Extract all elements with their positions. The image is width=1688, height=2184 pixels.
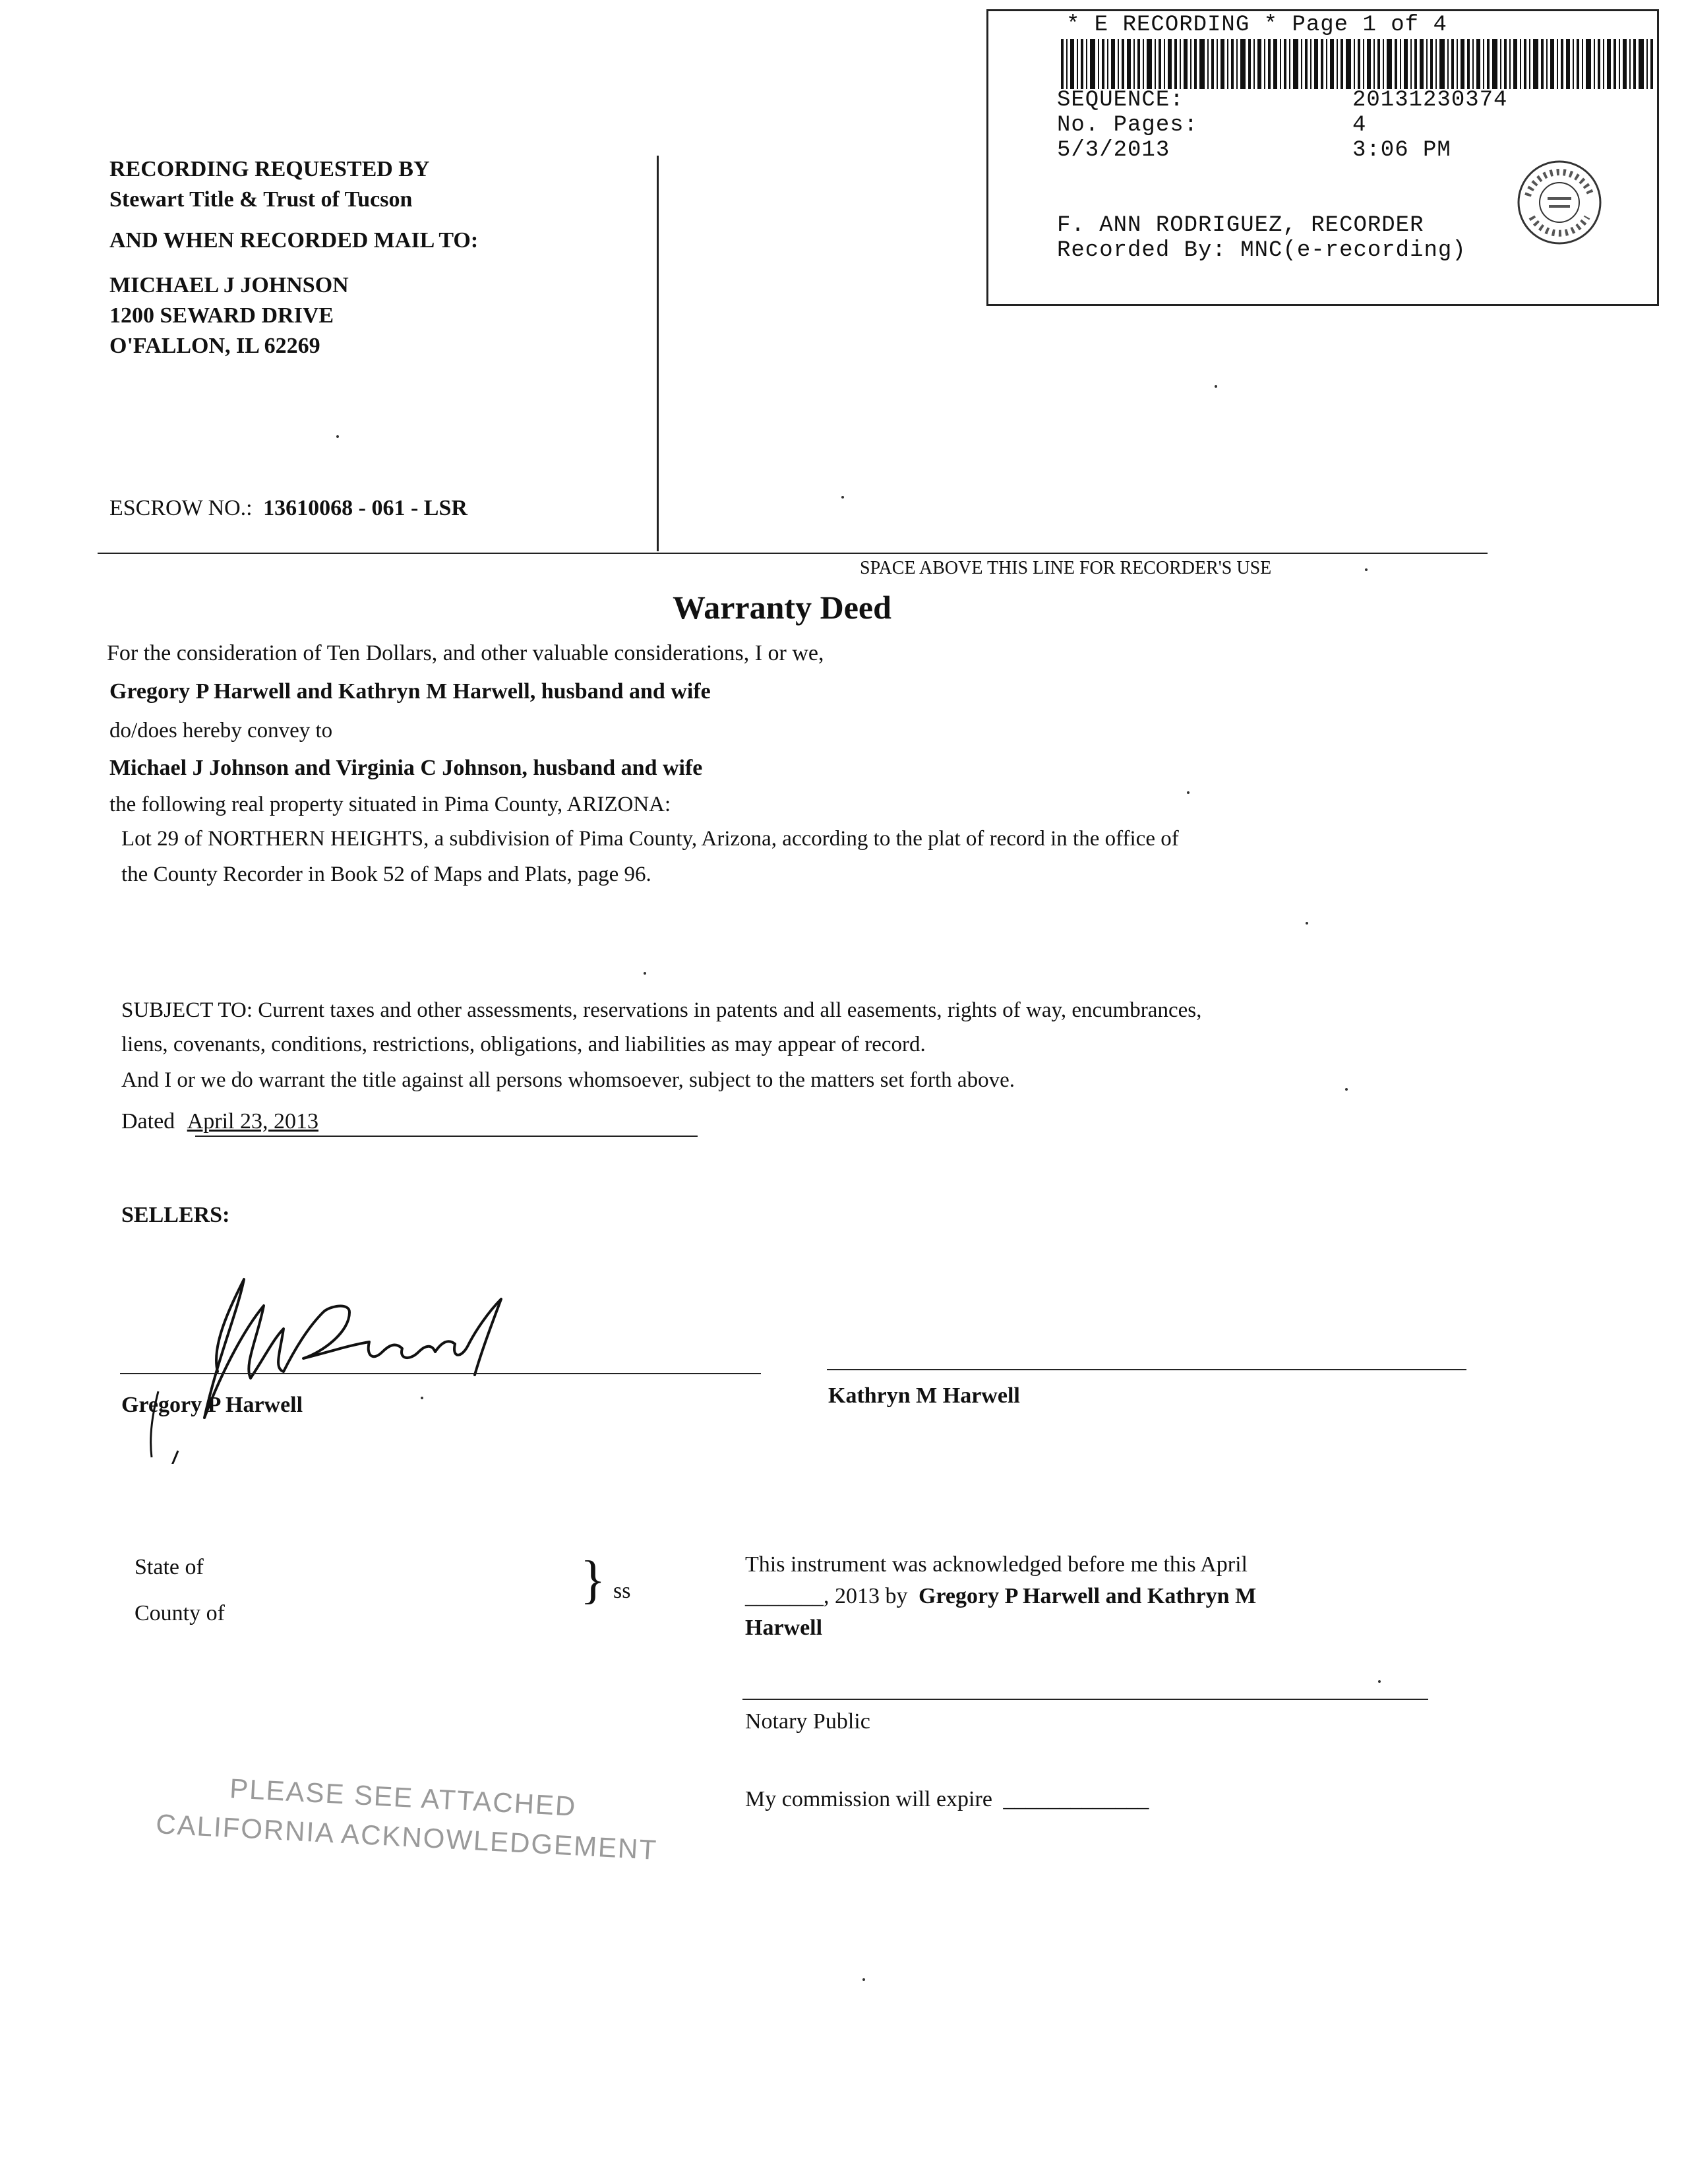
mail-to-city: O'FALLON, IL 62269 <box>109 334 320 358</box>
acknowledgment-line2 <box>745 1584 1256 1609</box>
consideration-text: For the consideration of Ten Dollars, and other valuable considerations, I or we, <box>107 641 824 665</box>
ss-label: ss <box>613 1579 631 1603</box>
warranty-clause: And I or we do warrant the title against all persons whomsoever, subject to the matters set forth above. <box>121 1068 1015 1092</box>
mail-to-name: MICHAEL J JOHNSON <box>109 273 349 297</box>
title-company: Stewart Title & Trust of Tucson <box>109 187 413 212</box>
scan-speck <box>336 435 339 438</box>
seller1-name: Gregory P Harwell <box>121 1393 303 1417</box>
recording-date: 5/3/2013 <box>1057 138 1170 163</box>
seller1-signature-line <box>120 1373 761 1374</box>
scan-speck <box>1306 922 1308 925</box>
acknowledgment-signers: Gregory P Harwell and Kathryn M <box>919 1584 1257 1608</box>
scan-speck <box>862 1978 865 1981</box>
scan-speck <box>421 1397 423 1399</box>
seller2-signature-line <box>827 1369 1466 1370</box>
scan-speck <box>1378 1680 1381 1683</box>
commission-expiry <box>745 1787 1149 1812</box>
deed-title: Warranty Deed <box>673 589 891 626</box>
sequence-value: 20131230374 <box>1352 88 1508 113</box>
dated-value: April 23, 2013 <box>187 1109 318 1134</box>
scan-speck <box>841 496 844 499</box>
escrow-number <box>109 496 467 521</box>
county-seal-icon <box>1513 156 1606 249</box>
sequence-label: SEQUENCE: <box>1057 88 1184 113</box>
state-of-label: State of <box>135 1555 204 1579</box>
dated-line <box>121 1109 318 1134</box>
notary-public-label: Notary Public <box>745 1709 870 1734</box>
county-of-label: County of <box>135 1601 225 1625</box>
signature-icon <box>132 1266 528 1464</box>
scan-speck <box>1345 1088 1348 1091</box>
situated-text: the following real property situated in Pima County, ARIZONA: <box>109 793 671 816</box>
acknowledgment-date-blank: _______, 2013 by <box>745 1584 908 1608</box>
pages-value: 4 <box>1352 113 1367 138</box>
header-divider <box>657 156 659 551</box>
subject-to-line2: liens, covenants, conditions, restrictions, obligations, and liabilities as may appear of record. <box>121 1033 926 1056</box>
recorded-by: Recorded By: MNC(e-recording) <box>1057 238 1466 263</box>
recorder-name: F. ANN RODRIGUEZ, RECORDER <box>1057 213 1424 238</box>
acknowledgment-line1: This instrument was acknowledged before me this April <box>745 1552 1248 1577</box>
legal-description-line2: the County Recorder in Book 52 of Maps and Plats, page 96. <box>121 863 651 886</box>
pages-label: No. Pages: <box>1057 113 1199 138</box>
stamp-line2: CALIFORNIA ACKNOWLEDGEMENT <box>155 1808 659 1866</box>
dated-rule <box>195 1136 698 1137</box>
recording-requested-by: RECORDING REQUESTED BY <box>109 157 430 181</box>
grantees: Michael J Johnson and Virginia C Johnson, husband and wife <box>109 756 703 780</box>
recorder-space-rule <box>98 553 1488 554</box>
scan-speck <box>644 972 646 975</box>
recorder-use-note: SPACE ABOVE THIS LINE FOR RECORDER'S USE <box>860 558 1272 578</box>
mail-to-label: AND WHEN RECORDED MAIL TO: <box>109 228 479 253</box>
mail-to-street: 1200 SEWARD DRIVE <box>109 303 334 328</box>
notary-signature-line <box>742 1699 1428 1700</box>
commission-blank: _____________ <box>1003 1787 1149 1811</box>
sellers-heading: SELLERS: <box>121 1203 230 1227</box>
dated-label: Dated <box>121 1109 175 1134</box>
commission-label: My commission will expire <box>745 1787 992 1811</box>
acknowledgment-line3: Harwell <box>745 1616 823 1640</box>
seller2-name: Kathryn M Harwell <box>828 1383 1020 1408</box>
ss-brace: } <box>580 1551 606 1609</box>
stamp-line1: PLEASE SEE ATTACHED <box>229 1773 578 1822</box>
legal-description-line1: Lot 29 of NORTHERN HEIGHTS, a subdivision of Pima County, Arizona, according to the plat of record in the office of <box>121 827 1179 851</box>
recording-header: * E RECORDING * Page 1 of 4 <box>1066 13 1447 38</box>
grantors: Gregory P Harwell and Kathryn M Harwell, husband and wife <box>109 679 711 704</box>
barcode-icon <box>1061 39 1654 89</box>
escrow-label: ESCROW NO.: <box>109 496 253 520</box>
scan-speck <box>1215 385 1217 388</box>
scan-speck <box>1365 568 1368 571</box>
escrow-value: 13610068 - 061 - LSR <box>263 496 467 520</box>
recording-time: 3:06 PM <box>1352 138 1451 163</box>
recorder-box <box>986 9 1659 306</box>
scan-speck <box>1187 791 1190 794</box>
subject-to-line1: SUBJECT TO: Current taxes and other assessments, reservations in patents and all easements, rights of way, encumbrances, <box>121 998 1202 1022</box>
convey-text: do/does hereby convey to <box>109 719 333 743</box>
